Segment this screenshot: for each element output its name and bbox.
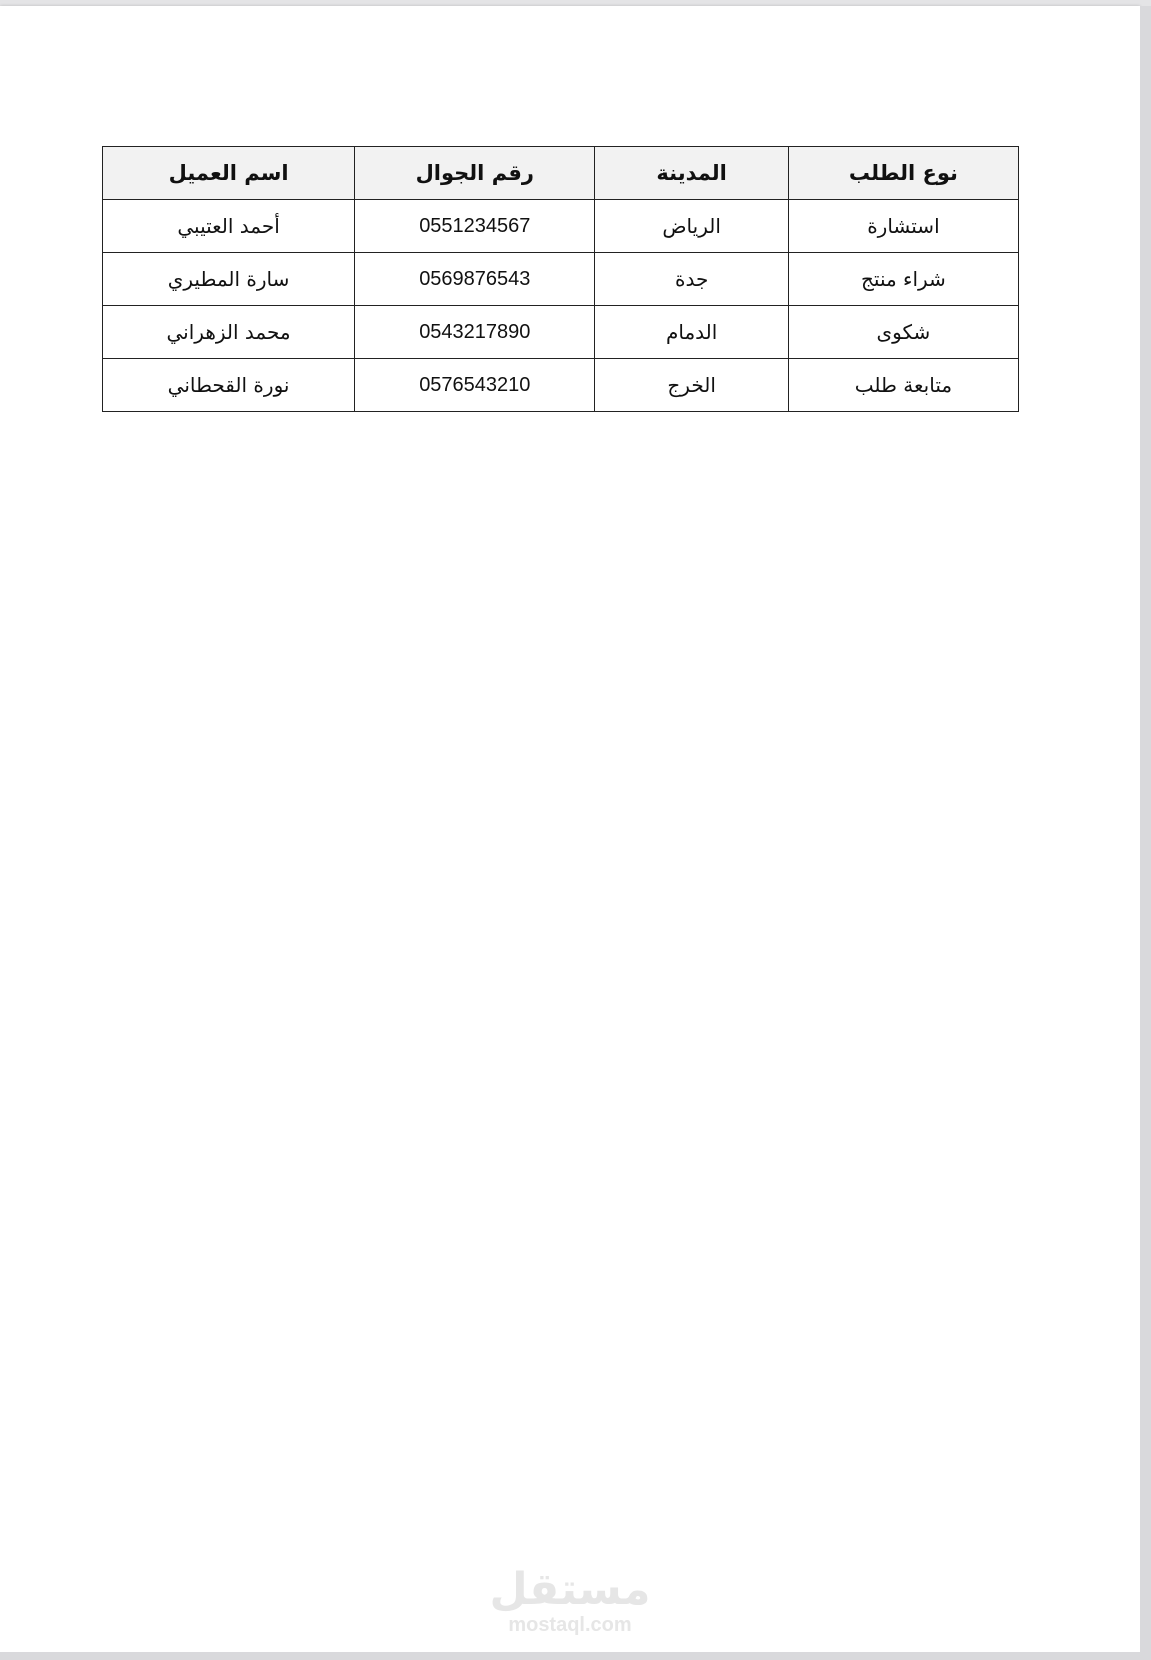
cell-city: جدة (595, 253, 788, 306)
cell-customer-name: محمد الزهراني (103, 306, 355, 359)
cell-request-type: شكوى (788, 306, 1018, 359)
cell-phone: 0576543210 (355, 359, 595, 412)
table-row (103, 253, 1019, 306)
watermark-arabic: مستقل (489, 1564, 651, 1615)
mostaql-watermark (480, 1566, 660, 1636)
cell-phone: 0569876543 (355, 253, 595, 306)
cell-request-type: استشارة (788, 200, 1018, 253)
header-customer-name: اسم العميل (103, 147, 355, 200)
cell-customer-name: أحمد العتيبي (103, 200, 355, 253)
cell-request-type: متابعة طلب (788, 359, 1018, 412)
cell-phone: 0551234567 (355, 200, 595, 253)
header-request-type: نوع الطلب (788, 147, 1018, 200)
page-edge-bottom (0, 1652, 1151, 1660)
table-header-row (103, 147, 1019, 200)
header-city: المدينة (595, 147, 788, 200)
table-row (103, 200, 1019, 253)
cell-customer-name: سارة المطيري (103, 253, 355, 306)
document-page (0, 6, 1140, 1652)
watermark-latin: mostaql.com (508, 1614, 632, 1636)
page-edge-right (1140, 6, 1151, 1660)
cell-request-type: شراء منتج (788, 253, 1018, 306)
cell-city: الخرج (595, 359, 788, 412)
table-row (103, 359, 1019, 412)
cell-customer-name: نورة القحطاني (103, 359, 355, 412)
cell-city: الدمام (595, 306, 788, 359)
cell-city: الرياض (595, 200, 788, 253)
customer-requests-table (102, 146, 1019, 412)
cell-phone: 0543217890 (355, 306, 595, 359)
table-row (103, 306, 1019, 359)
header-phone: رقم الجوال (355, 147, 595, 200)
